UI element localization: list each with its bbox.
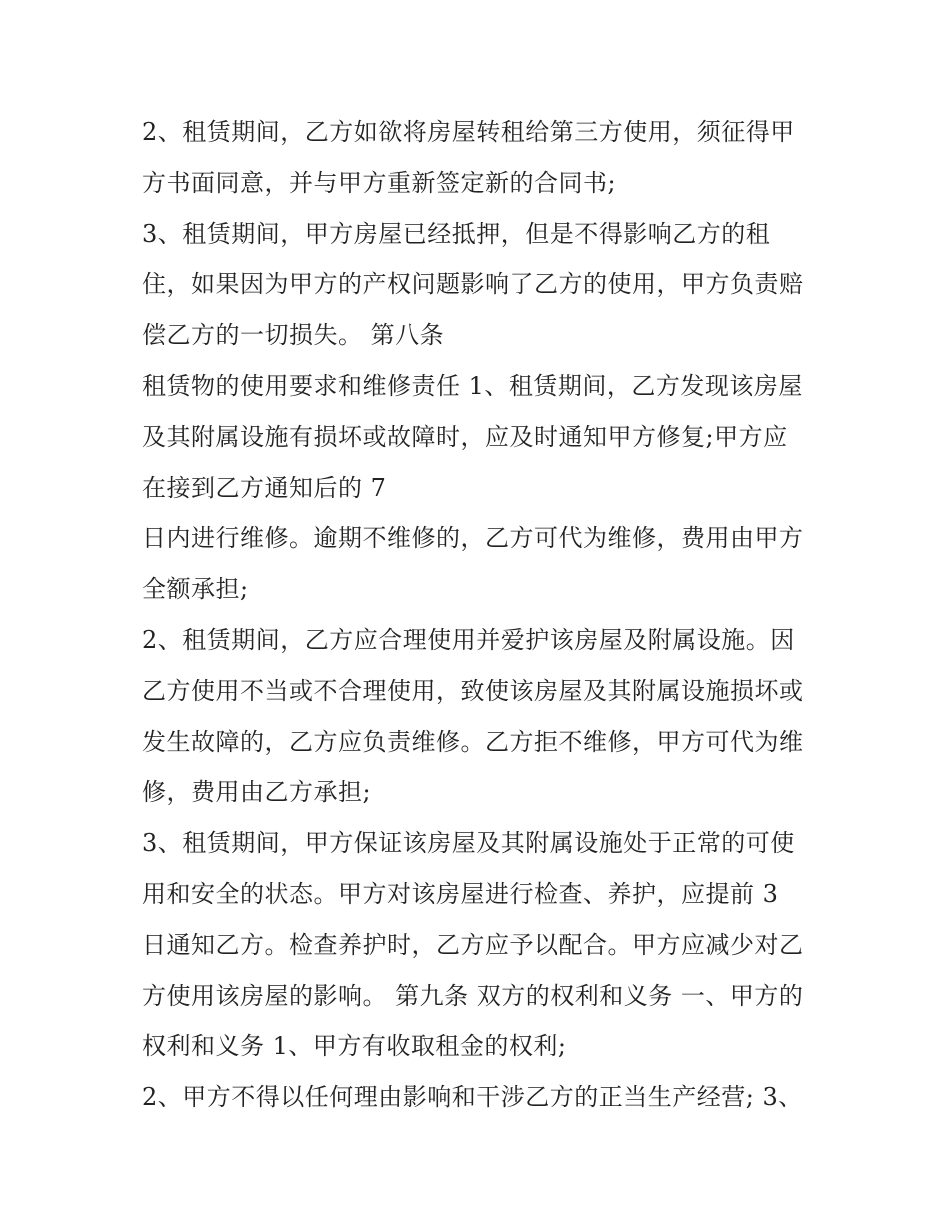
text-line: 住，如果因为甲方的产权问题影响了乙方的使用，甲方负责赔 <box>142 270 804 299</box>
document-body <box>142 107 832 1123</box>
text-line: 租赁物的使用要求和维修责任 1、租赁期间，乙方发现该房屋 <box>142 371 803 400</box>
text-line: 权利和义务 1、甲方有收取租金的权利; <box>142 1032 567 1061</box>
text-line: 在接到乙方通知后的 7 <box>142 473 387 502</box>
text-line: 方书面同意，并与甲方重新签定新的合同书; <box>142 168 617 197</box>
text-line: 及其附属设施有损坏或故障时，应及时通知甲方修复;甲方应 <box>142 422 788 451</box>
text-line: 全额承担; <box>142 575 249 604</box>
text-line: 3、租赁期间，甲方房屋已经抵押，但是不得影响乙方的租 <box>142 219 771 248</box>
text-line: 发生故障的，乙方应负责维修。乙方拒不维修，甲方可代为维 <box>142 727 804 756</box>
text-line: 修，费用由乙方承担; <box>142 778 372 807</box>
text-line: 方使用该房屋的影响。 第九条 双方的权利和义务 一、甲方的 <box>142 981 804 1010</box>
text-line: 乙方使用不当或不合理使用，致使该房屋及其附属设施损坏或 <box>142 676 804 705</box>
text-line: 偿乙方的一切损失。 第八条 <box>142 321 445 350</box>
text-line: 2、租赁期间，乙方应合理使用并爱护该房屋及附属设施。因 <box>142 625 795 654</box>
text-line: 日通知乙方。检查养护时，乙方应予以配合。甲方应减少对乙 <box>142 930 804 959</box>
text-line: 2、租赁期间，乙方如欲将房屋转租给第三方使用，须征得甲 <box>142 118 795 146</box>
text-line: 日内进行维修。逾期不维修的，乙方可代为维修，费用由甲方 <box>142 524 804 553</box>
text-line: 2、甲方不得以任何理由影响和干涉乙方的正当生产经营; 3、 <box>142 1083 803 1112</box>
text-line: 用和安全的状态。甲方对该房屋进行检查、养护，应提前 3 <box>142 879 779 908</box>
text-line: 3、租赁期间，甲方保证该房屋及其附属设施处于正常的可使 <box>142 829 795 858</box>
